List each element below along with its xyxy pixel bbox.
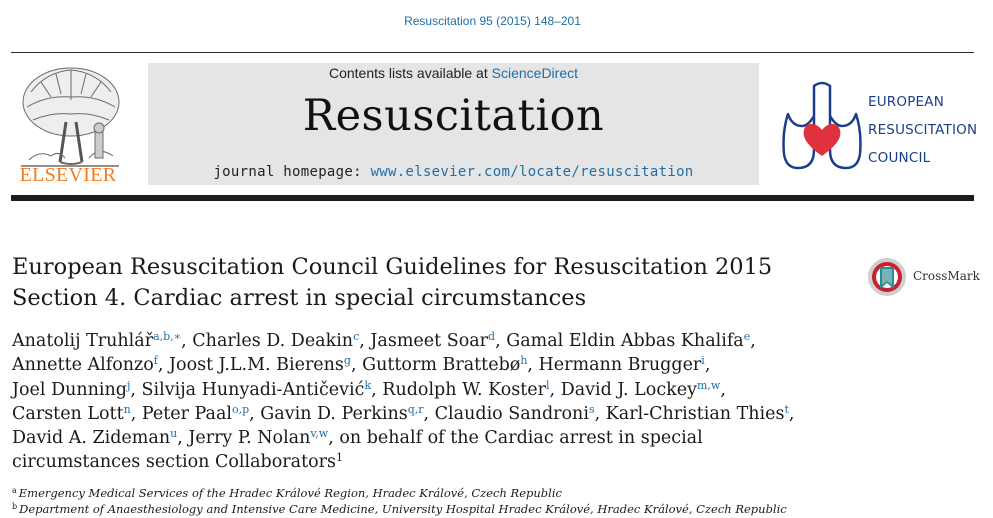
author-name[interactable]: Jerry P. Nolan — [188, 428, 311, 449]
author-affiliation-mark[interactable]: i — [701, 354, 705, 368]
elsevier-wordmark: ELSEVIER — [19, 164, 117, 186]
author-name[interactable]: Anatolij Truhlář — [12, 331, 154, 351]
article-title-line-1: European Resuscitation Council Guidelines for Resuscitation 2015 — [12, 254, 773, 280]
author-line — [12, 329, 795, 353]
erc-wordmark — [868, 88, 977, 172]
author-separator: , — [157, 355, 170, 376]
author-separator: , — [371, 379, 383, 400]
author-name[interactable]: Hermann Brugger — [538, 355, 702, 376]
author-line — [12, 450, 795, 474]
affiliation-list — [12, 485, 787, 517]
crossmark-icon — [867, 257, 907, 297]
author-affiliation-mark[interactable]: 1 — [336, 451, 343, 465]
author-separator: , — [750, 331, 756, 351]
author-name[interactable]: Guttorm Brattebø — [362, 355, 521, 376]
author-affiliation-mark[interactable]: u — [170, 427, 178, 441]
author-affiliation-mark[interactable]: t — [784, 402, 789, 416]
contents-line — [148, 65, 759, 81]
homepage-prefix: journal homepage: — [213, 164, 362, 180]
author-line — [12, 402, 795, 426]
author-name[interactable]: Claudio Sandroni — [434, 403, 589, 424]
author-name[interactable]: Gavin D. Perkins — [260, 403, 408, 424]
author-affiliation-mark[interactable]: o,p — [231, 402, 250, 416]
author-separator: , — [594, 403, 606, 424]
author-name[interactable]: Karl-Christian Thies — [605, 403, 785, 424]
author-name[interactable]: Gamal Eldin Abbas Khalifa — [506, 331, 744, 351]
author-separator: , — [527, 355, 539, 376]
author-line — [12, 426, 795, 450]
author-separator: , — [704, 355, 711, 376]
author-separator: , — [788, 403, 795, 424]
article-title-line-2: Section 4. Cardiac arrest in special circumstances — [12, 285, 587, 311]
author-separator: , — [359, 331, 371, 351]
homepage-link[interactable]: www.elsevier.com/locate/resuscitation — [370, 164, 694, 180]
author-name[interactable]: Charles D. Deakin — [192, 331, 354, 351]
author-separator: , — [130, 379, 142, 400]
header-divider-thin — [11, 52, 974, 53]
author-separator: , — [495, 331, 507, 351]
author-affiliation-mark[interactable]: g — [343, 354, 351, 368]
header-divider-thick — [11, 195, 974, 201]
author-affiliation-mark[interactable]: h — [520, 354, 528, 368]
journal-citation[interactable] — [0, 14, 985, 28]
author-name[interactable]: Jasmeet Soar — [370, 331, 489, 351]
author-name[interactable]: Silvija Hunyadi-Antičević — [141, 379, 365, 400]
contents-prefix: Contents lists available at — [328, 65, 488, 81]
citation-link[interactable]: Resuscitation 95 (2015) 148–201 — [404, 14, 581, 28]
author-affiliation-mark[interactable]: j — [126, 378, 131, 392]
author-name[interactable]: David J. Lockey — [560, 379, 697, 400]
author-separator: , — [423, 403, 435, 424]
author-line — [12, 378, 795, 402]
affiliation-mark: a — [12, 486, 17, 495]
author-separator: , on behalf of the Cardiac arrest in special — [328, 428, 703, 449]
journal-banner — [148, 63, 759, 185]
crossmark-label: CrossMark — [913, 269, 980, 283]
author-affiliation-mark[interactable]: s — [588, 402, 595, 416]
author-name[interactable]: Annette Alfonzo — [12, 355, 154, 376]
author-list — [12, 329, 795, 475]
affiliation-text: Department of Anaesthesiology and Intensive Care Medicine, University Hospital Hradec Králové, Hradec Králové, Czech Republic — [19, 502, 787, 516]
author-affiliation-mark[interactable]: q,r — [407, 402, 424, 416]
author-line — [12, 353, 795, 377]
erc-lungs-heart-icon[interactable] — [780, 80, 864, 172]
author-name[interactable]: Rudolph W. Koster — [382, 379, 547, 400]
affiliation-text: Emergency Medical Services of the Hradec Králové Region, Hradec Králové, Czech Republic — [18, 486, 562, 500]
author-separator: , — [350, 355, 363, 376]
sciencedirect-link[interactable]: ScienceDirect — [491, 65, 579, 81]
article-title — [12, 252, 772, 314]
author-name[interactable]: Peter Paal — [141, 403, 232, 424]
author-separator: , — [249, 403, 261, 424]
author-affiliation-mark[interactable]: n — [123, 402, 131, 416]
affiliation-b — [12, 501, 787, 517]
author-affiliation-mark[interactable]: l — [546, 378, 550, 392]
affiliation-a — [12, 485, 787, 501]
erc-line-2: RESUSCITATION — [868, 122, 978, 138]
author-separator: , — [130, 403, 142, 424]
author-affiliation-mark[interactable]: v,w — [310, 427, 329, 441]
journal-homepage-line — [148, 164, 759, 180]
author-name[interactable]: Carsten Lott — [12, 403, 124, 424]
author-affiliation-mark[interactable]: m,w — [697, 378, 721, 392]
author-name[interactable]: David A. Zideman — [12, 428, 171, 449]
author-separator: , — [181, 331, 193, 351]
erc-line-3: COUNCIL — [868, 150, 931, 166]
author-name[interactable]: Joost J.L.M. Bierens — [169, 355, 344, 376]
author-affiliation-mark[interactable]: d — [488, 330, 496, 343]
author-separator: , — [720, 379, 726, 400]
author-affiliation-mark[interactable]: e — [743, 330, 751, 343]
affiliation-mark: b — [12, 502, 18, 511]
author-separator: , — [177, 428, 189, 449]
crossmark-button[interactable] — [867, 257, 980, 297]
author-name[interactable]: circumstances section Collaborators — [12, 452, 336, 473]
author-affiliation-mark[interactable]: k — [364, 378, 372, 392]
author-name[interactable]: Joel Dunning — [12, 379, 127, 400]
author-affiliation-mark[interactable]: f — [153, 354, 158, 368]
author-affiliation-mark[interactable]: a,b,∗ — [153, 330, 182, 343]
author-affiliation-mark[interactable]: c — [353, 330, 360, 343]
erc-line-1: EUROPEAN — [868, 94, 945, 110]
journal-title: Resuscitation — [302, 91, 605, 141]
author-separator: , — [549, 379, 561, 400]
